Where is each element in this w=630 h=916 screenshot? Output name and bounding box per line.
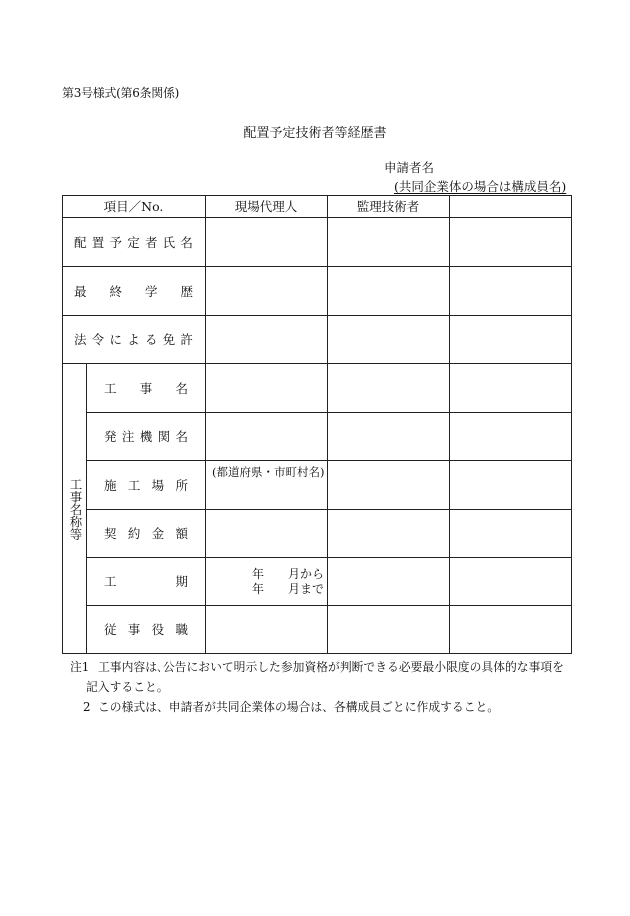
note-1-text: 工事内容は､公告において明示した参加資格が判断できる必要最小限度の具体的な事項を xyxy=(98,660,564,674)
applicant-note: (共同企業体の場合は構成員名) xyxy=(394,179,567,194)
row-label-role: 従 事 役 職 xyxy=(104,622,188,637)
document-title: 配置予定技術者等経歴書 xyxy=(243,126,387,141)
note-2 xyxy=(70,697,580,717)
note-1-mark: 注1 xyxy=(70,660,90,674)
career-table xyxy=(62,195,572,654)
note-2-mark: 2 xyxy=(83,700,91,714)
table-border-bottom xyxy=(62,653,572,654)
notes xyxy=(70,657,580,717)
table-line xyxy=(327,195,328,654)
row-label-assigned-name: 配 置 予 定 者 氏 名 xyxy=(74,234,193,250)
table-border-left xyxy=(62,195,63,654)
period-from-text: 年 月から xyxy=(251,567,324,581)
table-line xyxy=(86,363,87,654)
table-line xyxy=(449,195,450,654)
note-2-text: この様式は、申請者が共同企業体の場合は、各構成員ごとに作成すること。 xyxy=(98,700,500,714)
form-number: 第3号様式(第6条関係) xyxy=(62,86,180,100)
row-label-client-org: 発 注 機 関 名 xyxy=(104,429,188,444)
header-site-agent: 現場代理人 xyxy=(234,199,298,214)
row-label-license: 法 令 に よ る 免 許 xyxy=(74,332,193,347)
note-1 xyxy=(70,657,580,677)
header-item-no: 項目／No. xyxy=(103,199,164,214)
note-1-cont-text: 記入すること。 xyxy=(86,680,169,694)
row-label-education: 最 終 学 歴 xyxy=(74,283,193,299)
applicant-label: 申請者名 xyxy=(384,160,435,175)
note-1-continuation xyxy=(70,677,580,697)
table-line xyxy=(205,195,206,654)
table-border-right xyxy=(571,195,572,654)
row-label-site: 施 工 場 所 xyxy=(104,477,188,493)
group-label-construction-details: 工事名称等 xyxy=(68,478,83,541)
site-location-hint: (都道府県・市町村名) xyxy=(212,465,325,479)
period-to-text: 年 月まで xyxy=(251,582,324,596)
row-label-construction-name: 工 事 名 xyxy=(104,380,188,396)
header-supervising-engineer: 監理技術者 xyxy=(356,199,420,214)
row-label-period: 工 期 xyxy=(104,574,188,589)
row-label-contract-amount: 契 約 金 額 xyxy=(104,526,188,541)
